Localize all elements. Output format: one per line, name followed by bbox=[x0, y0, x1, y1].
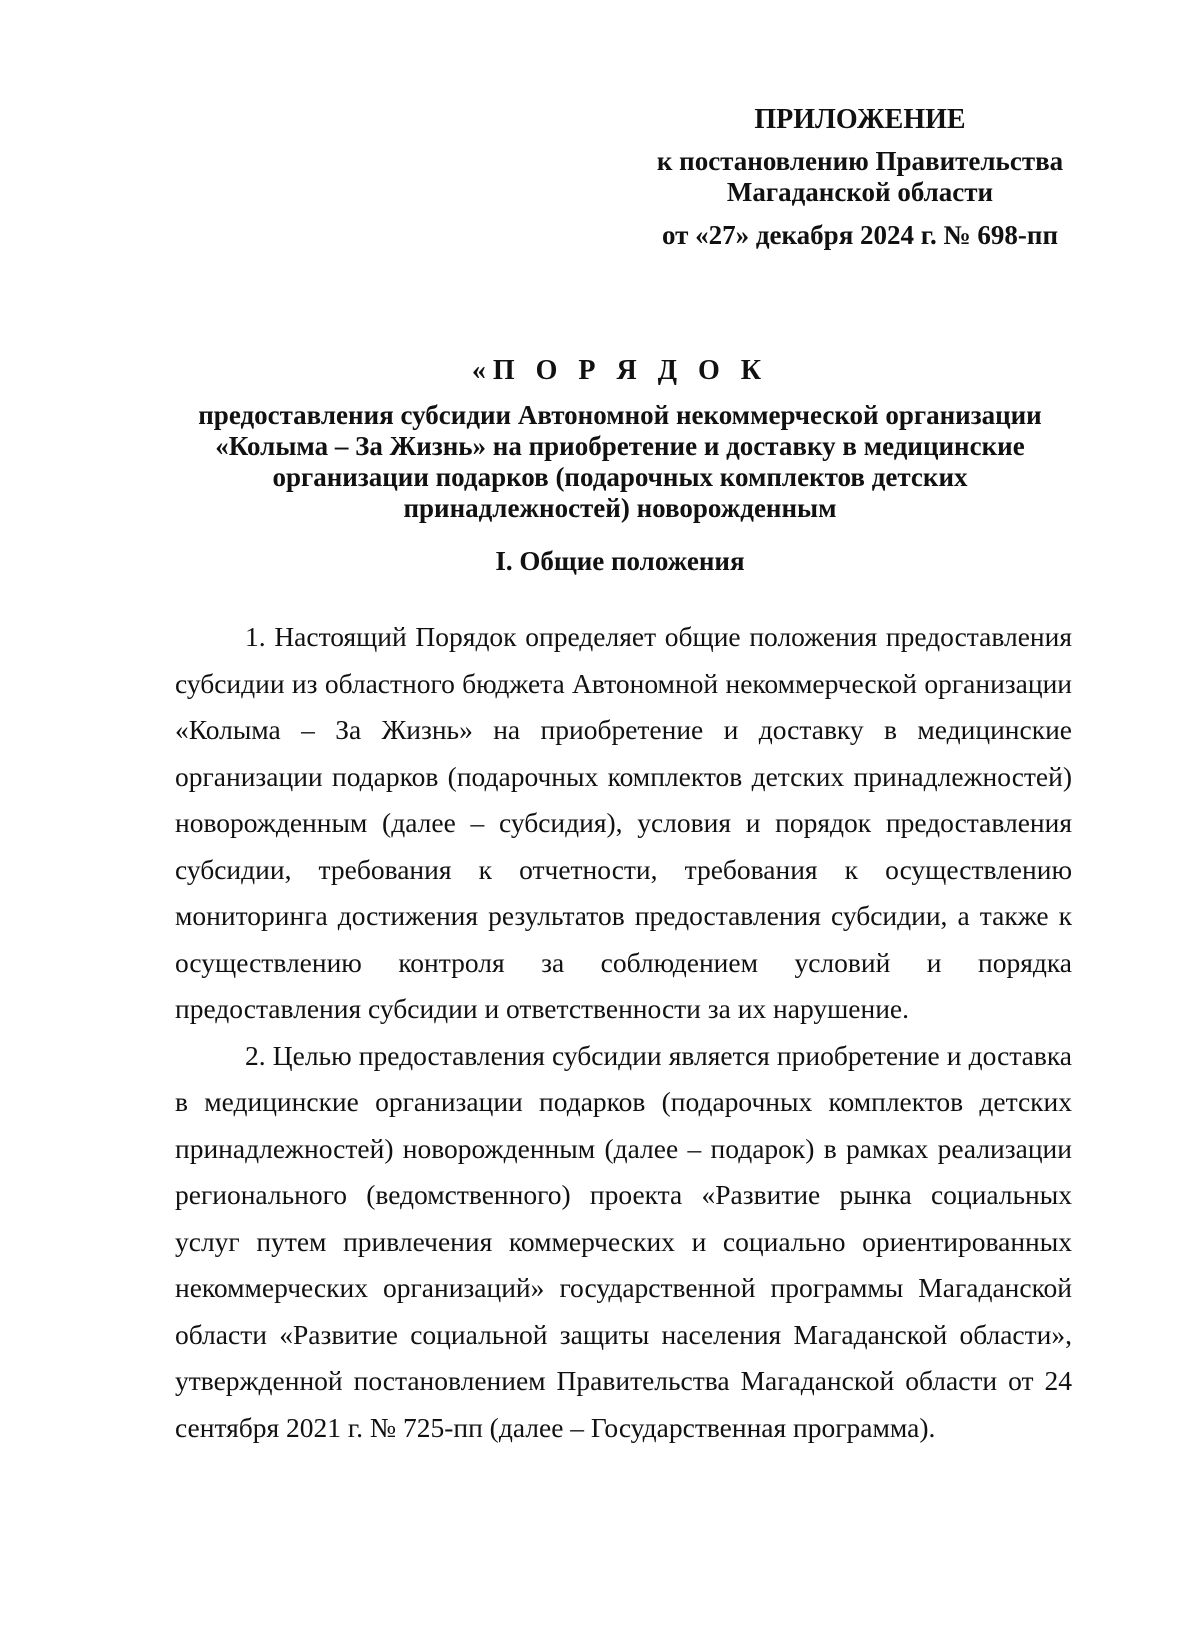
paragraph-1: 1. Настоящий Порядок определяет общие положения предоставления субсидии из областного бюджета Автономной некоммерческой организации «Колыма – За Жизнь» на приобретение и доставку в медицинские организации подарков (подарочных комплектов детских принадлежностей) новорожденным (далее – субсидия), условия и порядок предоставления субсидии, требования к отчетности, требования к осуществлению мониторинга достижения результатов предоставления субсидии, а также к осуществлению контроля за соблюдением условий и порядка предоставления субсидии и ответственности за их нарушение. bbox=[175, 621, 1072, 1024]
document-title: «П О Р Я Д О К bbox=[471, 355, 769, 386]
document-subtitle-line: организации подарков (подарочных комплектов детских bbox=[272, 462, 968, 492]
appendix-line-2: Магаданской области bbox=[726, 177, 994, 207]
appendix-header bbox=[640, 104, 1080, 251]
paragraph-2: 2. Целью предоставления субсидии является приобретение и доставка в медицинские организации подарков (подарочных комплектов детских принадлежностей) новорожденным (далее – подарок) в рамках реализации регионального (ведомственного) проекта «Развитие рынка социальных услуг путем привлечения коммерческих и социально ориентированных некоммерческих организаций» государственной программы Магаданской области «Развитие социальной защиты населения Магаданской области», утвержденной постановлением Правительства Магаданской области от 24 сентября 2021 г. № 725-пп (далее – Государственная программа). bbox=[175, 1039, 1072, 1443]
section-heading: I. Общие положения bbox=[495, 546, 745, 576]
document-subtitle-line: принадлежностей) новорожденным bbox=[403, 493, 837, 523]
appendix-line-1: к постановлению Правительства bbox=[656, 146, 1064, 176]
document-body bbox=[175, 614, 1072, 1451]
appendix-date: от «27» декабря 2024 г. № 698-пп bbox=[661, 220, 1059, 250]
document-title-block bbox=[150, 355, 1090, 524]
appendix-title: ПРИЛОЖЕНИЕ bbox=[754, 104, 966, 135]
document-subtitle-line: «Колыма – За Жизнь» на приобретение и доставку в медицинские bbox=[215, 431, 1025, 461]
document-subtitle-line: предоставления субсидии Автономной некоммерческой организации bbox=[198, 400, 1042, 430]
